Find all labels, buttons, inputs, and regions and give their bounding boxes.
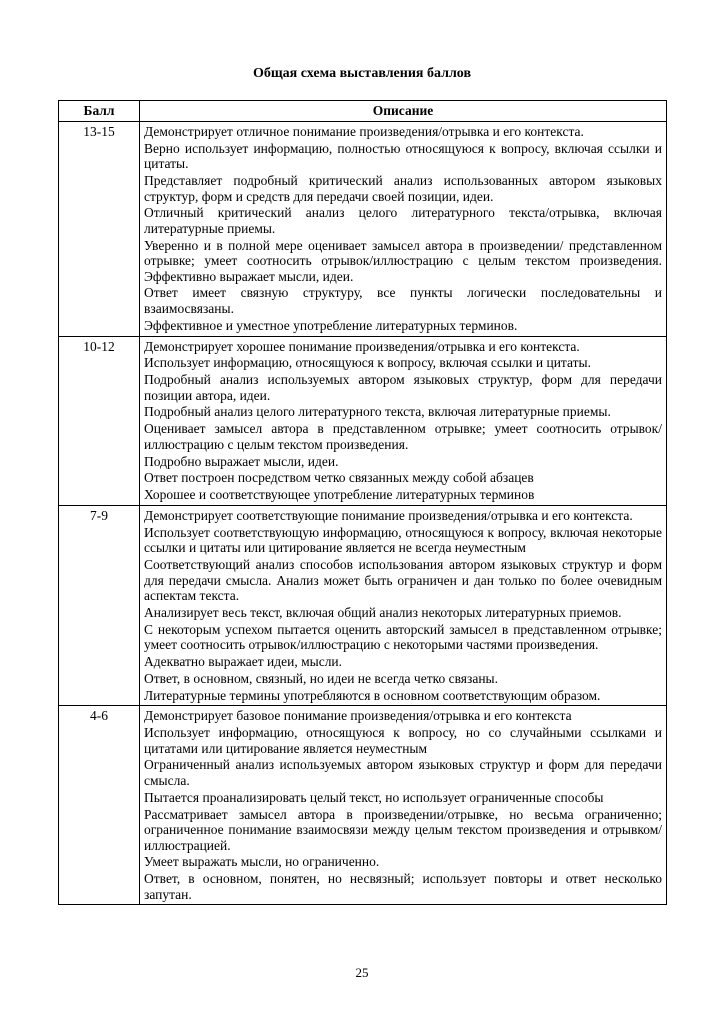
criterion-item: Литературные термины употребляются в основном соответствующим образом. [144, 687, 601, 703]
criterion-item: Рассматривает замысел автора в произведении/отрывке, но весьма ограниченно; ограниченное понимание взаимосвязи между целым текстом произведения и отрывком/иллюстрацией. [144, 806, 662, 853]
table-row [59, 336, 667, 505]
criterion-item: С некоторым успехом пытается оценить авторский замысел в представленном отрывке; умеет соотносить отрывок/иллюстрацию с некоторыми частями произведения. [144, 621, 662, 653]
criterion-item: Ответ, в основном, связный, но идеи не всегда четко связаны. [144, 670, 498, 686]
table-row [59, 122, 667, 337]
criterion-item: Ответ, в основном, понятен, но несвязный; использует повторы и ответ несколько запутан. [144, 871, 662, 902]
criterion-item: Демонстрирует соответствующие понимание произведения/отрывка и его контекста. [144, 507, 633, 523]
description-cell [140, 336, 667, 505]
table-header-row [59, 101, 667, 122]
criterion-item: Ответ построен посредством четко связанных между собой абзацев [144, 470, 534, 486]
criterion-item: Ограниченный анализ используемых автором языковых структур и форм для передачи смысла. [144, 757, 662, 788]
page-title: Общая схема выставления баллов [252, 66, 472, 81]
criterion-item: Демонстрирует хорошее понимание произведения/отрывка и его контекста. [144, 338, 580, 354]
criterion-item: Использует информацию, относящуюся к вопросу, включая ссылки и цитаты. [144, 355, 591, 371]
scoring-table [58, 100, 667, 905]
description-cell [140, 505, 667, 705]
page-number: 25 [355, 965, 369, 980]
criterion-item: Хорошее и соответствующее употребление литературных терминов [144, 487, 535, 503]
criterion-item: Пытается проанализировать целый текст, но использует ограниченные способы [144, 789, 604, 805]
criterion-item: Использует информацию, относящуюся к вопросу, но со случайными ссылками и цитатами или цитирование является неуместным [144, 725, 662, 756]
criterion-item: Отличный критический анализ целого литературного текста/отрывка, включая литературные приемы. [144, 205, 662, 236]
table-row [59, 505, 667, 705]
score-cell: 4-6 [59, 706, 140, 905]
criterion-item: Уверенно и в полной мере оценивает замысел автора в произведении/ представленном отрывке; умеет соотносить отрывок/иллюстрацию с целым текстом произведения. Эффективно выражает мысли, идеи. [144, 237, 662, 284]
criterion-item: Подробный анализ используемых автором языковых структур, форм для передачи позиции автора, идеи. [144, 372, 662, 403]
description-cell [140, 122, 667, 337]
score-cell: 7-9 [59, 505, 140, 705]
criterion-item: Использует соответствующую информацию, относящуюся к вопросу, включая некоторые ссылки и цитаты или цитирование является не всегда неуместным [144, 524, 662, 556]
header-description: Описание [140, 101, 667, 122]
description-cell [140, 706, 667, 905]
criterion-item: Демонстрирует отличное понимание произведения/отрывка и его контекста. [144, 124, 584, 139]
criterion-item: Представляет подробный критический анализ использованных автором языковых структур, форм и средств для передачи своей позиции, идеи. [144, 173, 662, 204]
score-cell: 10-12 [59, 336, 140, 505]
criterion-item: Верно использует информацию, полностью относящуюся к вопросу, включая ссылки и цитаты. [144, 140, 662, 172]
criterion-item: Соответствующий анализ способов использования автором языковых структур и форм для передачи смысла. Анализ может быть ограничен и дан только по более очевидным аспектам текста. [144, 557, 662, 604]
table-row [59, 706, 667, 905]
criterion-item: Ответ имеет связную структуру, все пункты логически последовательны и взаимосвязаны. [144, 285, 662, 316]
criterion-item: Оценивает замысел автора в представленном отрывке; умеет соотносить отрывок/иллюстрацию с целым текстом произведения. [144, 421, 662, 452]
criterion-item: Анализирует весь текст, включая общий анализ некоторых литературных приемов. [144, 604, 622, 620]
criterion-item: Умеет выражать мысли, но ограниченно. [144, 854, 380, 870]
criterion-item: Подробный анализ целого литературного текста, включая литературные приемы. [144, 404, 611, 420]
header-score: Балл [59, 101, 140, 122]
criterion-item: Демонстрирует базовое понимание произведения/отрывка и его контекста [144, 708, 572, 724]
criterion-item: Подробно выражает мысли, идеи. [144, 453, 339, 469]
criterion-item: Адекватно выражает идеи, мысли. [144, 653, 343, 669]
score-cell: 13-15 [59, 122, 140, 337]
criterion-item: Эффективное и уместное употребление литературных терминов. [144, 317, 518, 333]
